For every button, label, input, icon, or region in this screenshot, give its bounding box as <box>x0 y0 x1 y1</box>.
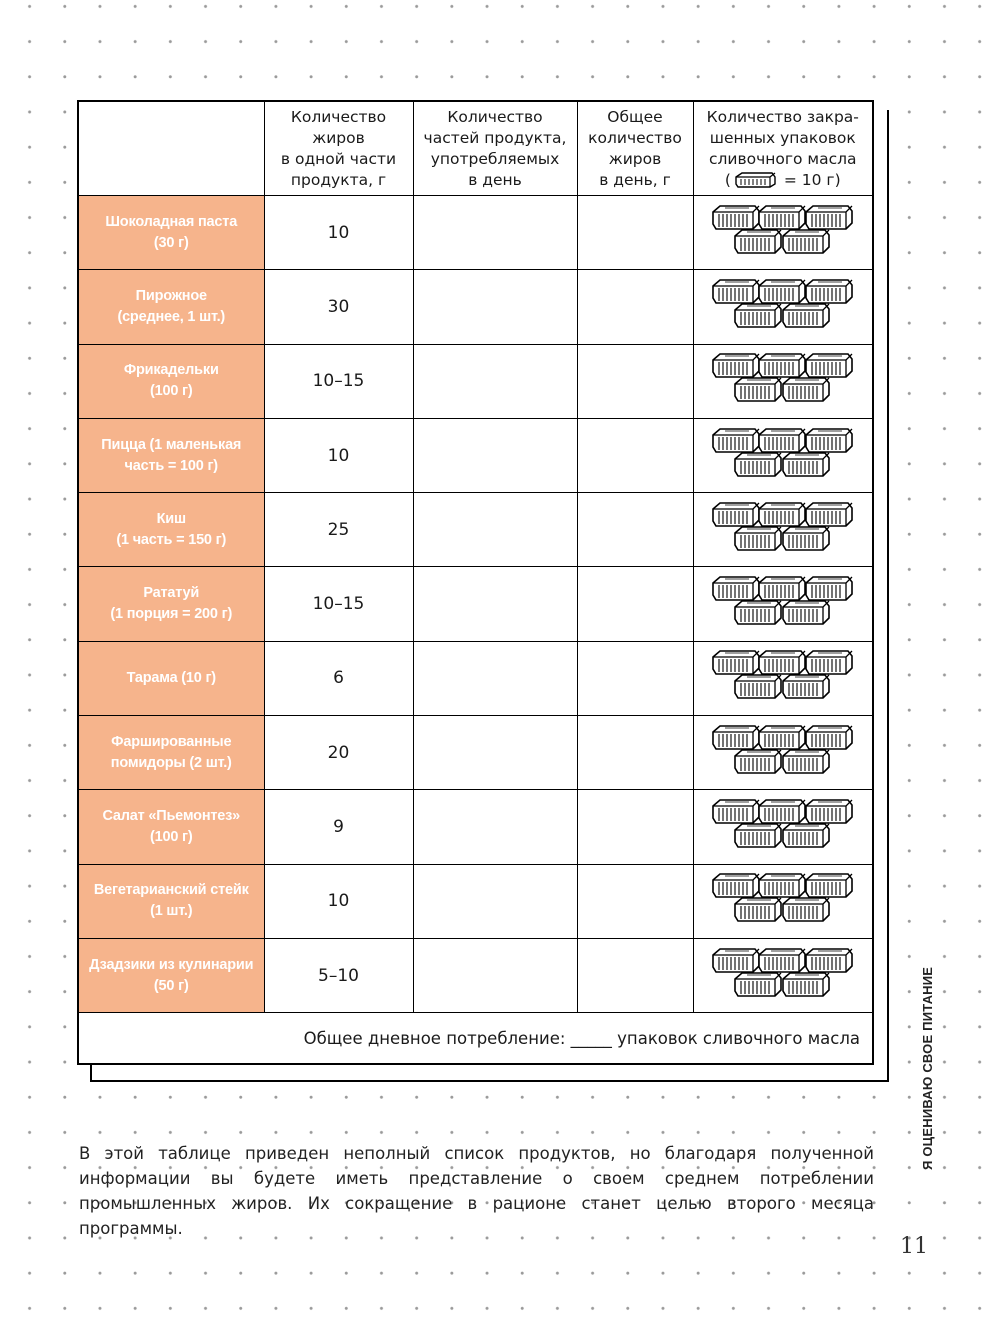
legend-paren: ( <box>724 170 731 189</box>
header-line: частей продукта, <box>423 128 567 147</box>
legend-line <box>698 170 869 191</box>
total-fat-per-day-input-cell[interactable] <box>577 270 693 344</box>
page-number: 11 <box>900 1234 928 1259</box>
fat-intake-table <box>77 100 874 1065</box>
header-fat-per-portion <box>264 101 413 196</box>
food-name-line: Фрикадельки <box>123 362 219 379</box>
food-name-line: Рататуй <box>143 585 200 602</box>
food-name-cell <box>78 716 264 790</box>
food-name-cell <box>78 567 264 641</box>
header-line: Количество <box>290 107 387 126</box>
total-fat-per-day-input-cell[interactable] <box>577 493 693 567</box>
food-name-line: (1 часть = 150 г) <box>116 531 227 548</box>
food-name-line: (среднее, 1 шт.) <box>117 308 226 325</box>
total-fat-per-day-input-cell[interactable] <box>577 790 693 864</box>
header-line: употребляемых <box>430 149 560 168</box>
food-name-line: помидоры (2 шт.) <box>110 754 232 771</box>
food-name-cell <box>78 864 264 938</box>
food-name-cell <box>78 790 264 864</box>
fat-per-portion-cell: 6 <box>264 641 413 715</box>
header-total-per-day <box>577 101 693 196</box>
butter-packs-icon <box>709 276 857 338</box>
fat-per-portion-cell: 10 <box>264 196 413 270</box>
table-row <box>78 270 873 344</box>
table-row <box>78 716 873 790</box>
table-body <box>78 196 873 1013</box>
food-name-line: часть = 100 г) <box>124 457 218 474</box>
butter-packs-cell[interactable] <box>693 641 873 715</box>
fat-per-portion-cell: 25 <box>264 493 413 567</box>
fat-per-portion-cell: 10 <box>264 864 413 938</box>
total-fat-per-day-input-cell[interactable] <box>577 938 693 1012</box>
portions-per-day-input-cell[interactable] <box>413 493 577 567</box>
food-name-line: Тарама (10 г) <box>126 669 216 686</box>
fat-per-portion-cell: 20 <box>264 716 413 790</box>
portions-per-day-input-cell[interactable] <box>413 344 577 418</box>
butter-packs-icon <box>709 202 857 264</box>
fat-per-portion-cell: 9 <box>264 790 413 864</box>
food-name-line: Вегетарианский стейк <box>93 882 249 899</box>
butter-packs-cell[interactable] <box>693 344 873 418</box>
food-name-cell <box>78 641 264 715</box>
portions-per-day-input-cell[interactable] <box>413 567 577 641</box>
table-row <box>78 493 873 567</box>
table-row <box>78 641 873 715</box>
food-name-cell <box>78 938 264 1012</box>
header-line: продукта, г <box>290 170 387 189</box>
total-fat-per-day-input-cell[interactable] <box>577 716 693 790</box>
food-name-line: (100 г) <box>149 829 193 846</box>
food-name-line: Дзадзики из кулинарии <box>89 956 254 973</box>
header-line: количество <box>588 128 682 147</box>
total-row <box>78 1013 873 1065</box>
header-row <box>78 101 873 196</box>
portions-per-day-input-cell[interactable] <box>413 641 577 715</box>
butter-packs-icon <box>709 722 857 784</box>
food-name-line: (1 порция = 200 г) <box>110 606 233 623</box>
section-side-label: Я ОЦЕНИВАЮ СВОЕ ПИТАНИЕ <box>920 966 935 1170</box>
food-name-line: Пирожное <box>135 287 207 304</box>
portions-per-day-input-cell[interactable] <box>413 864 577 938</box>
butter-packs-cell[interactable] <box>693 864 873 938</box>
portions-per-day-input-cell[interactable] <box>413 270 577 344</box>
food-name-line: Пицца (1 маленькая <box>101 436 242 453</box>
table-row <box>78 864 873 938</box>
table-row <box>78 344 873 418</box>
total-fat-per-day-input-cell[interactable] <box>577 641 693 715</box>
fat-per-portion-cell: 10–15 <box>264 344 413 418</box>
butter-packs-cell[interactable] <box>693 716 873 790</box>
total-daily-line: Общее дневное потребление: _____ упаковок сливочного масла <box>78 1013 873 1065</box>
food-name-line: (30 г) <box>153 234 189 251</box>
food-name-line: Фаршированные <box>111 733 232 750</box>
total-fat-per-day-input-cell[interactable] <box>577 567 693 641</box>
butter-packs-cell[interactable] <box>693 790 873 864</box>
portions-per-day-input-cell[interactable] <box>413 790 577 864</box>
table-row <box>78 790 873 864</box>
portions-per-day-input-cell[interactable] <box>413 938 577 1012</box>
header-line: сливочного масла <box>708 149 857 168</box>
food-name-cell <box>78 493 264 567</box>
header-line: Общее <box>607 107 663 126</box>
food-name-line: Салат «Пьемонтез» <box>102 808 241 825</box>
table-row <box>78 567 873 641</box>
butter-packs-cell[interactable] <box>693 938 873 1012</box>
table-row <box>78 418 873 492</box>
food-name-cell <box>78 196 264 270</box>
total-fat-per-day-input-cell[interactable] <box>577 864 693 938</box>
header-corner <box>78 101 264 196</box>
butter-packs-icon <box>709 425 857 487</box>
fat-per-portion-cell: 10–15 <box>264 567 413 641</box>
total-fat-per-day-input-cell[interactable] <box>577 418 693 492</box>
butter-packs-icon <box>709 499 857 561</box>
footer-paragraph: В этой таблице приведен неполный список продуктов, но благодаря полученной информации вы будете иметь представление о своем среднем потреблении промышленных жиров. Их сокращение в рационе станет целью второго месяца программы. <box>79 1144 874 1238</box>
header-butter-packs <box>693 101 873 196</box>
fat-per-portion-cell: 10 <box>264 418 413 492</box>
butter-packs-icon <box>709 350 857 412</box>
portions-per-day-input-cell[interactable] <box>413 196 577 270</box>
food-name-line: Киш <box>156 510 186 527</box>
header-line: Количество <box>447 107 543 126</box>
header-line: в одной части <box>280 149 397 168</box>
butter-packs-cell[interactable] <box>693 270 873 344</box>
food-name-cell <box>78 270 264 344</box>
fat-intake-table-wrap <box>77 100 874 1065</box>
butter-packs-icon <box>709 647 857 709</box>
portions-per-day-input-cell[interactable] <box>413 716 577 790</box>
food-name-line: (50 г) <box>153 977 189 994</box>
table-row <box>78 196 873 270</box>
food-name-cell <box>78 418 264 492</box>
butter-pack-legend-icon <box>732 171 778 189</box>
butter-packs-cell[interactable] <box>693 493 873 567</box>
header-line: в день <box>468 170 522 189</box>
butter-packs-icon <box>709 945 857 1007</box>
butter-packs-cell[interactable] <box>693 567 873 641</box>
header-portions-per-day <box>413 101 577 196</box>
header-line: жиров <box>608 149 662 168</box>
food-name-line: Шоколадная паста <box>105 213 238 230</box>
food-name-cell <box>78 344 264 418</box>
butter-packs-icon <box>709 870 857 932</box>
fat-per-portion-cell: 30 <box>264 270 413 344</box>
table-row <box>78 938 873 1012</box>
food-name-line: (100 г) <box>149 383 193 400</box>
butter-packs-icon <box>709 573 857 635</box>
legend-value: = 10 г) <box>783 170 841 189</box>
butter-packs-icon <box>709 796 857 858</box>
portions-per-day-input-cell[interactable] <box>413 418 577 492</box>
header-line: в день, г <box>599 170 671 189</box>
total-fat-per-day-input-cell[interactable] <box>577 344 693 418</box>
butter-packs-cell[interactable] <box>693 196 873 270</box>
food-name-line: (1 шт.) <box>150 903 193 920</box>
butter-packs-cell[interactable] <box>693 418 873 492</box>
fat-per-portion-cell: 5–10 <box>264 938 413 1012</box>
header-line: Количество закра- <box>706 107 859 126</box>
header-line: жиров <box>312 128 365 147</box>
total-fat-per-day-input-cell[interactable] <box>577 196 693 270</box>
header-line: шенных упаковок <box>709 128 856 147</box>
